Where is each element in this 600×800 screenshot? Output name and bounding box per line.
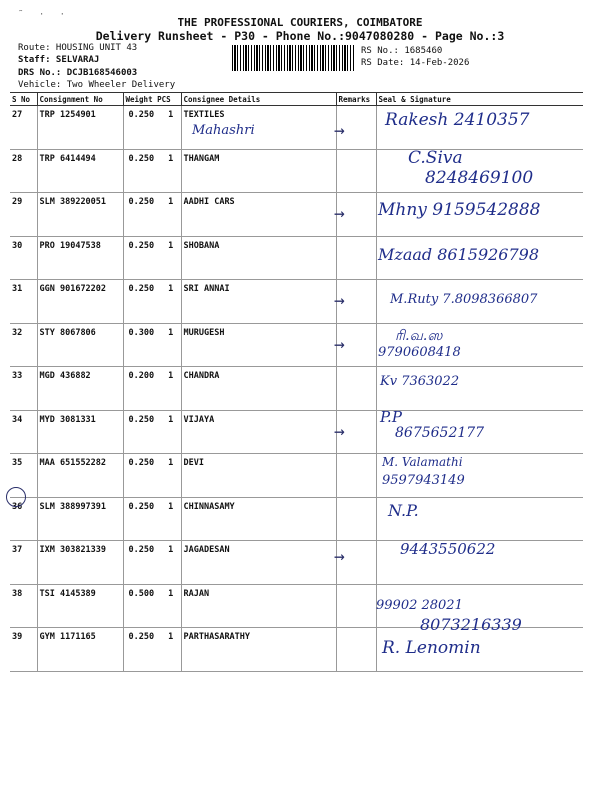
arrow-right-icon: → bbox=[334, 120, 345, 141]
row-remarks bbox=[336, 367, 376, 411]
table-row bbox=[10, 367, 583, 411]
row-sno: 38 bbox=[10, 584, 37, 628]
row-weight-pcs bbox=[123, 236, 181, 280]
rs-number: RS No.: 1685460 bbox=[361, 46, 443, 56]
handwritten-signature: Mzaad 8615926798 bbox=[378, 245, 540, 264]
handwritten-signature: C.Siva bbox=[408, 148, 463, 168]
rs-date: RS Date: 14-Feb-2026 bbox=[361, 58, 470, 68]
handwritten-signature: R. Lenomin bbox=[382, 638, 481, 658]
row-sno: 28 bbox=[10, 149, 37, 193]
row-weight-pcs bbox=[123, 106, 181, 150]
row-remarks bbox=[336, 584, 376, 628]
table-row bbox=[10, 541, 583, 585]
handwritten-phone: 9597943149 bbox=[382, 473, 465, 488]
row-weight-pcs bbox=[123, 584, 181, 628]
row-sno: 31 bbox=[10, 280, 37, 324]
row-consignee: THANGAM bbox=[181, 149, 336, 193]
row-weight: 0.250 bbox=[128, 458, 155, 468]
handwritten-phone: 8248469100 bbox=[425, 168, 534, 188]
row-weight: 0.300 bbox=[128, 327, 155, 338]
row-weight-pcs bbox=[123, 280, 181, 324]
row-consignment-number: PRO 19047538 bbox=[37, 236, 123, 280]
row-weight-pcs bbox=[123, 497, 181, 541]
table-row bbox=[10, 628, 583, 672]
arrow-right-icon: → bbox=[334, 203, 345, 224]
circled-row-number-marker bbox=[6, 487, 26, 507]
row-weight-pcs bbox=[123, 193, 181, 237]
row-consignment-number: SLM 388997391 bbox=[37, 497, 123, 541]
row-weight: 0.250 bbox=[128, 284, 155, 294]
row-consignee: TEXTILES bbox=[181, 106, 336, 150]
handwritten-signature: Kv 7363022 bbox=[380, 374, 460, 389]
handwritten-phone: 9790608418 bbox=[378, 345, 461, 360]
table-row bbox=[10, 497, 583, 541]
row-consignment-number: GYM 1171165 bbox=[37, 628, 123, 672]
row-pcs: 1 bbox=[168, 458, 174, 468]
row-weight-pcs bbox=[123, 367, 181, 411]
row-remarks bbox=[336, 497, 376, 541]
row-sno: 35 bbox=[10, 454, 37, 498]
handwritten-phone: 8675652177 bbox=[395, 425, 485, 441]
barcode-image bbox=[232, 45, 354, 71]
row-pcs: 1 bbox=[168, 197, 174, 207]
row-remarks bbox=[336, 628, 376, 672]
row-weight: 0.250 bbox=[128, 110, 155, 120]
handwritten-phone: 99902 28021 bbox=[376, 598, 463, 613]
row-remarks bbox=[336, 149, 376, 193]
row-sno: 29 bbox=[10, 193, 37, 237]
row-pcs: 1 bbox=[168, 153, 174, 164]
row-consignment-number: IXM 303821339 bbox=[37, 541, 123, 585]
row-pcs: 1 bbox=[168, 545, 174, 555]
row-weight-pcs bbox=[123, 628, 181, 672]
column-header-consignee: Consignee Details bbox=[181, 93, 336, 106]
arrow-right-icon: → bbox=[334, 334, 345, 355]
row-sno: 36 bbox=[10, 497, 37, 541]
handwritten-signature: 9443550622 bbox=[400, 540, 496, 558]
row-pcs: 1 bbox=[168, 501, 174, 512]
runsheet-title: Delivery Runsheet - P30 - Phone No.:9047080280 - Page No.:3 bbox=[95, 29, 505, 43]
row-weight-pcs bbox=[123, 541, 181, 585]
route-label: Route: HOUSING UNIT 43 bbox=[18, 43, 138, 53]
row-pcs: 1 bbox=[168, 240, 174, 251]
row-consignment-number: TRP 6414494 bbox=[37, 149, 123, 193]
row-weight: 0.250 bbox=[128, 240, 155, 251]
staff-label: Staff: SELVARAJ bbox=[18, 55, 100, 65]
row-consignment-number: SLM 389220051 bbox=[37, 193, 123, 237]
handwritten-signature: M. Valamathi bbox=[382, 455, 463, 469]
row-consignee: DEVI bbox=[181, 454, 336, 498]
company-name: THE PROFESSIONAL COURIERS, COIMBATORE bbox=[177, 16, 423, 29]
row-weight: 0.250 bbox=[128, 153, 155, 164]
row-pcs: 1 bbox=[168, 284, 174, 294]
row-weight: 0.250 bbox=[128, 545, 155, 555]
row-consignment-number: TRP 1254901 bbox=[37, 106, 123, 150]
row-weight-pcs bbox=[123, 323, 181, 367]
handwritten-phone: 8073216339 bbox=[420, 615, 522, 634]
row-consignee: SHOBANA bbox=[181, 236, 336, 280]
row-sno: 30 bbox=[10, 236, 37, 280]
table-row bbox=[10, 323, 583, 367]
row-pcs: 1 bbox=[168, 632, 174, 642]
row-weight-pcs bbox=[123, 454, 181, 498]
handwritten-signature: M.Ruty 7.8098366807 bbox=[390, 292, 538, 307]
table-row bbox=[10, 410, 583, 454]
row-consignment-number: TSI 4145389 bbox=[37, 584, 123, 628]
drs-label: DRS No.: DCJB168546003 bbox=[18, 68, 138, 78]
row-consignee: CHINNASAMY bbox=[181, 497, 336, 541]
arrow-right-icon: → bbox=[334, 290, 345, 311]
row-pcs: 1 bbox=[168, 327, 174, 338]
row-consignee: SRI ANNAI bbox=[181, 280, 336, 324]
row-consignment-number: STY 8067806 bbox=[37, 323, 123, 367]
row-consignee: RAJAN bbox=[181, 584, 336, 628]
column-header-sno: S No bbox=[10, 93, 37, 106]
table-header-row bbox=[10, 93, 583, 106]
row-pcs: 1 bbox=[168, 588, 174, 599]
arrow-right-icon: → bbox=[334, 546, 345, 567]
row-sno: 32 bbox=[10, 323, 37, 367]
row-consignee: AADHI CARS bbox=[181, 193, 336, 237]
table-row bbox=[10, 454, 583, 498]
row-consignment-number: MAA 651552282 bbox=[37, 454, 123, 498]
handwritten-consignee-note: Mahashri bbox=[192, 123, 255, 138]
row-consignment-number: GGN 901672202 bbox=[37, 280, 123, 324]
handwritten-signature: P.P bbox=[380, 408, 402, 426]
handwritten-signature: Mhny 9159542888 bbox=[378, 200, 541, 220]
row-weight-pcs bbox=[123, 410, 181, 454]
row-consignee: PARTHASARATHY bbox=[181, 628, 336, 672]
column-header-consignment: Consignment No bbox=[37, 93, 123, 106]
column-header-weight-pcs: Weight PCS bbox=[123, 93, 181, 106]
row-remarks bbox=[336, 236, 376, 280]
row-consignment-number: MGD 436882 bbox=[37, 367, 123, 411]
scan-speck-marks: ˜ · · bbox=[18, 10, 71, 20]
row-consignee: JAGADESAN bbox=[181, 541, 336, 585]
row-sno: 33 bbox=[10, 367, 37, 411]
arrow-right-icon: → bbox=[334, 421, 345, 442]
handwritten-signature: N.P. bbox=[388, 501, 419, 520]
vehicle-label: Vehicle: Two Wheeler Delivery bbox=[18, 80, 176, 90]
row-weight: 0.250 bbox=[128, 632, 155, 642]
row-weight: 0.250 bbox=[128, 414, 155, 425]
row-consignee: VIJAYA bbox=[181, 410, 336, 454]
row-sno: 37 bbox=[10, 541, 37, 585]
row-sno: 27 bbox=[10, 106, 37, 150]
column-header-remarks: Remarks bbox=[336, 93, 376, 106]
row-weight-pcs bbox=[123, 149, 181, 193]
row-consignment-number: MYD 3081331 bbox=[37, 410, 123, 454]
row-weight: 0.200 bbox=[128, 371, 155, 381]
row-weight: 0.500 bbox=[128, 588, 155, 599]
row-weight: 0.250 bbox=[128, 501, 155, 512]
column-header-signature: Seal & Signature bbox=[376, 93, 583, 106]
row-sno: 34 bbox=[10, 410, 37, 454]
row-pcs: 1 bbox=[168, 371, 174, 381]
row-consignee: MURUGESH bbox=[181, 323, 336, 367]
row-weight: 0.250 bbox=[128, 197, 155, 207]
row-remarks bbox=[336, 454, 376, 498]
row-pcs: 1 bbox=[168, 110, 174, 120]
row-pcs: 1 bbox=[168, 414, 174, 425]
row-consignee: CHANDRA bbox=[181, 367, 336, 411]
handwritten-signature: ரி.வ.ஸ bbox=[395, 328, 443, 344]
handwritten-signature: Rakesh 2410357 bbox=[385, 110, 530, 130]
row-sno: 39 bbox=[10, 628, 37, 672]
